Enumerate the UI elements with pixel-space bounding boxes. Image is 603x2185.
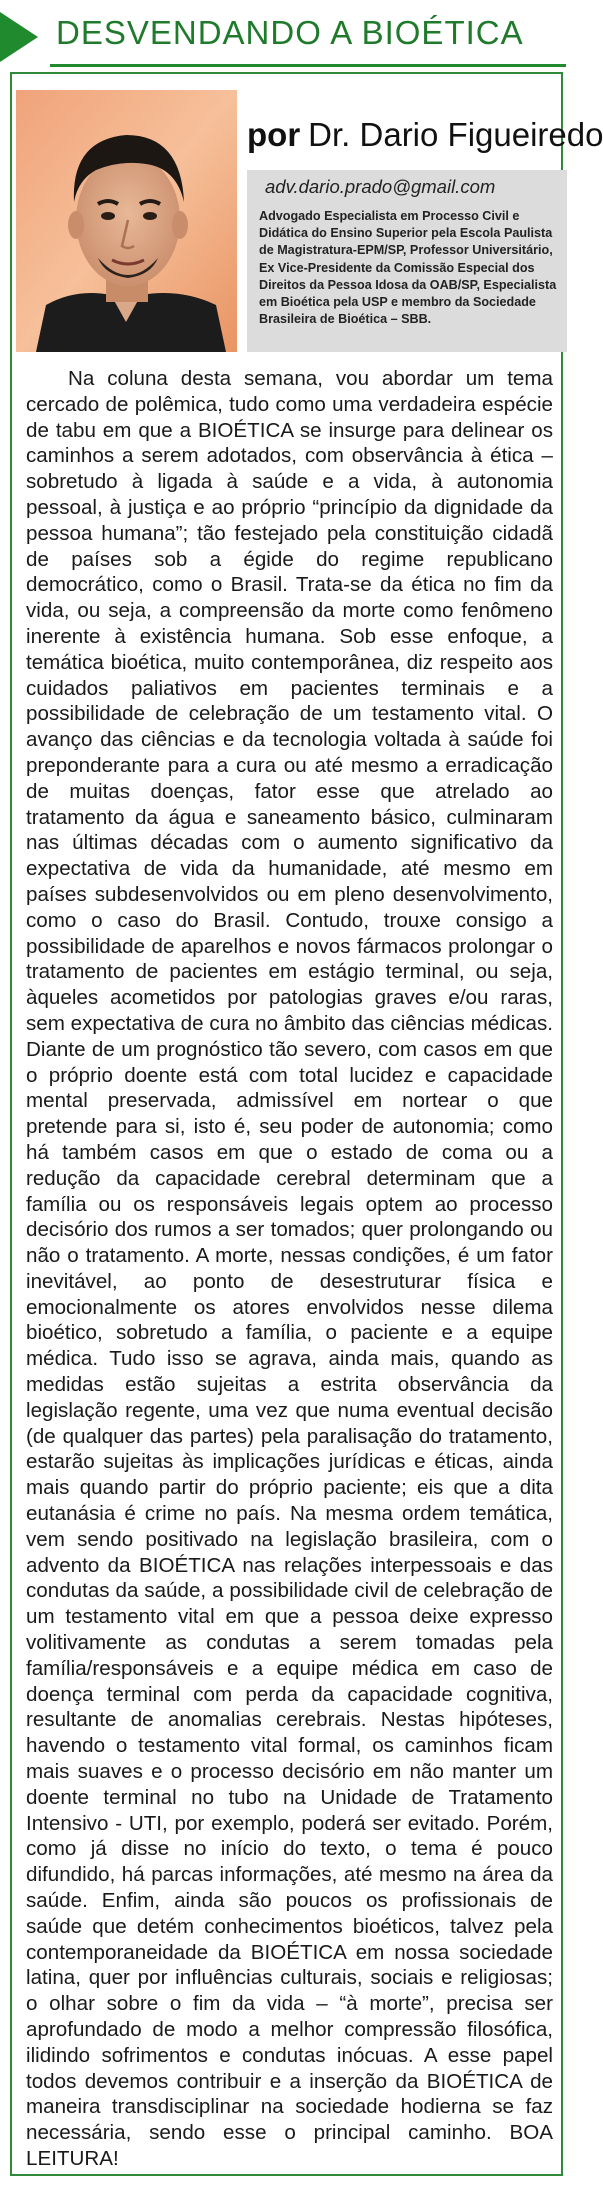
author-email: adv.dario.prado@gmail.com — [265, 176, 496, 197]
header-rule — [50, 64, 566, 67]
column-header — [0, 0, 573, 64]
article-body: Na coluna desta semana, vou abordar um tema cercado de polêmica, tudo como uma verdadeira espécie de tabu em que a BIOÉTICA se insurge para delinear os caminhos a serem adotados, com observância à ética – sobretudo à ligada à saúde e a vida, à autonomia pessoal, à justiça e ao próprio “princípio da dignidade da pessoa humana”; tão festejado pela constituição cidadã de países sob a égide do regime republicano democrático, como o Brasil. Trata-se da ética no fim da vida, ou seja, a compreensão da morte como fenômeno inerente à existência humana. Sob esse enfoque, a temática bioética, muito contemporânea, diz respeito aos cuidados paliativos em pacientes terminais e a possibilidade de celebração de um testamento vital. O avanço das ciências e da tecnologia voltada à saúde foi preponderante para a cura ou até mesmo a erradicação de muitas doenças, fator esse que atrelado ao tratamento da água e saneamento básico, culminaram nas últimas décadas com o aumento significativo da expectativa de vida da humanidade, até mesmo em países subdesenvolvidos ou em pleno desenvolvimento, como o caso do Brasil. Contudo, trouxe consigo a possibilidade de aparelhos e novos fármacos prolongar o tratamento de pacientes em estágio terminal, ou seja, àqueles acometidos por patologias graves e/ou raras, sem expectativa de cura no âmbito das ciências médicas. Diante de um prognóstico tão severo, com casos em que o próprio doente está com total lucidez e capacidade mental preservada, admissível em nortear o que pretende para si, isto é, seu poder de autonomia; como há também casos em que o estado de coma ou a redução da capacidade cerebral determinam que a família ou os responsáveis legais optem ao processo decisório dos rumos a ser tomados; quer prolongando ou não o tratamento. A morte, nessas condições, é um fator inevitável, ao ponto de desestruturar física e emocionalmente os atores envolvidos nesse dilema bioético, sobretudo a família, o paciente e a equipe médica. Tudo isso se agrava, ainda mais, quando as medidas estão sujeitas a estrita observância da legislação regente, uma vez que numa eventual decisão (de qualquer das partes) pela paralisação do tratamento, estarão sujeitas às implicações jurídicas e éticas, ainda mais quando partir do próprio paciente; eis que a dita eutanásia é crime no país. Na mesma ordem temática, vem sendo positivado na legislação brasileira, com o advento da BIOÉTICA nas relações interpessoais e das condutas da saúde, a possibilidade civil de celebração de um testamento vital em que a pessoa deixe expresso volitivamente as condutas a serem tomadas pela família/responsáveis e a equipe médica em caso de doença terminal com perda da capacidade cognitiva, resultante de anomalias cerebrais. Nestas hipóteses, havendo o testamento vital formal, os caminhos ficam mais suaves e o processo decisório em não manter um doente terminal no tubo na Unidade de Tratamento Intensivo - UTI, por exemplo, poderá ser evitado. Porém, como já disse no início do texto, o tema é pouco difundido, há parcas informações, até mesmo na área da saúde. Enfim, ainda são poucos os profissionais de saúde que detém conhecimentos bioéticos, talvez pela contemporaneidade da BIOÉTICA em nossa sociedade latina, quer por influências culturais, sociais e religiosas; o olhar sobre o fim da vida – “à morte”, precisa ser aprofundado de modo a melhor compressão filosófica, ilidindo sofrimentos e condutas inócuas. A esse papel todos devemos contribuir e a inserção da BIOÉTICA de maneira transdisciplinar na sociedade hodierna se faz necessária, sendo esse o principal caminho. BOA LEITURA! — [26, 367, 553, 2170]
author-bio: Advogado Especialista em Processo Civil e Didática do Ensino Superior pela Escola Paulista de Magistratura-EPM/SP, Professor Universitário, Ex Vice-Presidente da Comissão Especial dos Direitos da Pessoa Idosa da OAB/SP, Especialista em Bioética pela USP e membro da Sociedade Brasileira de Bioética – SBB. — [259, 209, 557, 327]
author-name: Dr. Dario Figueiredo — [308, 116, 603, 153]
byline-prefix: por — [247, 116, 301, 153]
author-bio-box — [247, 170, 567, 352]
author-byline — [247, 116, 603, 154]
triangle-marker-icon — [0, 12, 38, 62]
column-title: DESVENDANDO A BIOÉTICA — [56, 14, 524, 51]
author-photo — [16, 90, 237, 352]
